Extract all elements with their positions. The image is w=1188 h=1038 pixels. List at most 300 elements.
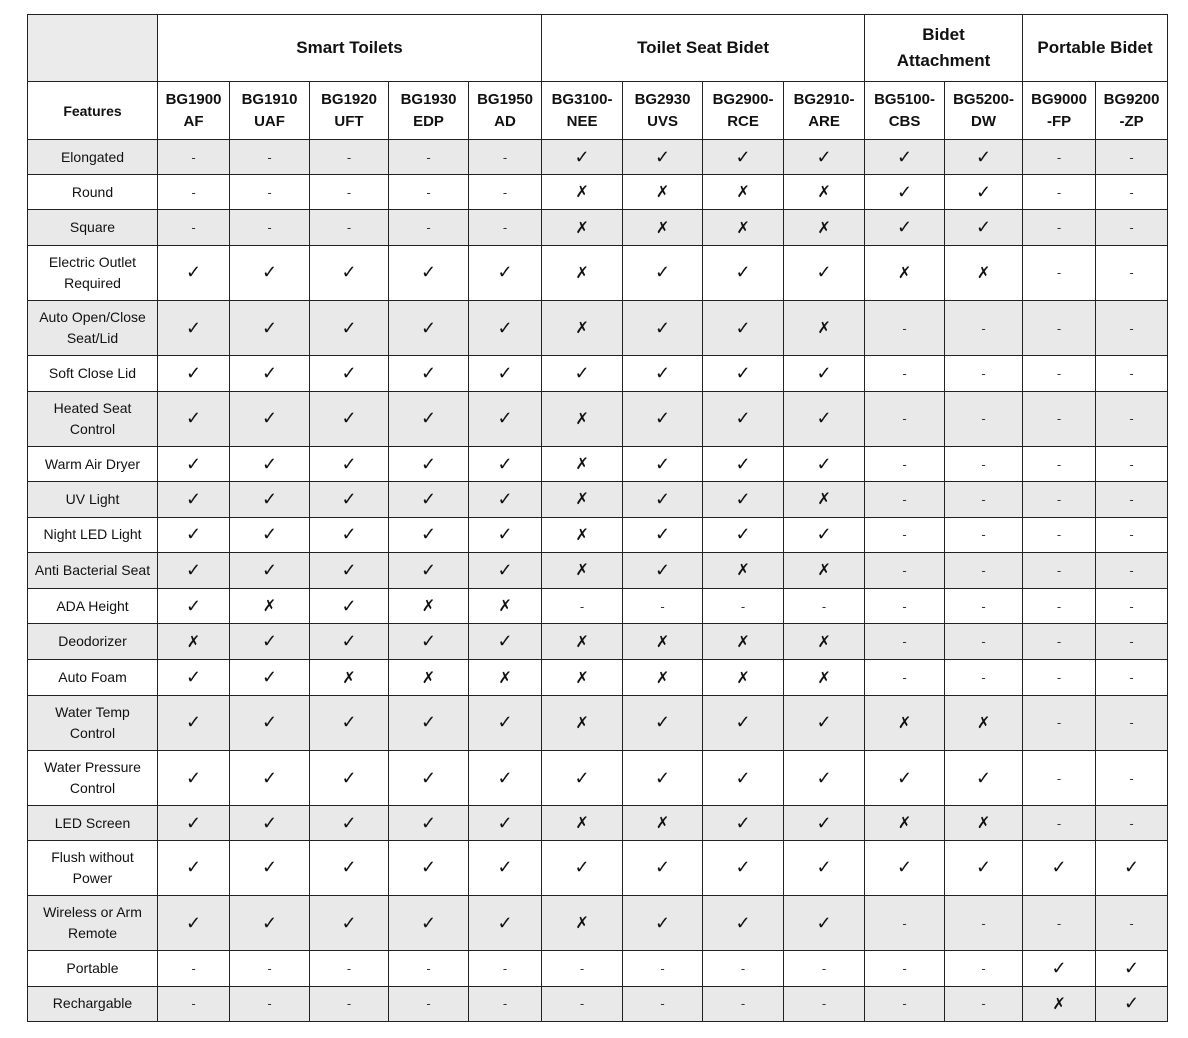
feature-label [28,175,158,210]
check-icon: ✓ [1096,986,1168,1021]
check-icon: ✓ [230,552,310,588]
check-icon: ✓ [1096,840,1168,895]
table-row [28,695,1168,750]
cross-icon: ✗ [945,806,1023,840]
feature-label-line: Seat/Lid [66,330,119,347]
check-icon: ✓ [703,301,784,356]
cross-icon: ✗ [158,624,230,660]
model-header [158,82,230,140]
model-name-line: BG1900 [165,90,222,108]
model-header [703,82,784,140]
dash-icon: - [1096,751,1168,806]
dash-icon: - [1023,482,1096,517]
check-icon: ✓ [310,806,389,840]
cross-icon: ✗ [542,660,623,695]
cross-icon: ✗ [389,660,469,695]
dash-icon: - [1023,140,1096,175]
dash-icon: - [230,175,310,210]
dash-icon: - [1096,624,1168,660]
cross-icon: ✗ [230,589,310,624]
feature-label-line: Anti Bacterial Seat [34,561,151,578]
check-icon: ✓ [389,840,469,895]
dash-icon: - [865,391,945,446]
dash-icon: - [230,986,310,1021]
dash-icon: - [1096,301,1168,356]
dash-icon: - [623,951,703,986]
table-row [28,896,1168,951]
check-icon: ✓ [469,840,542,895]
table-row [28,624,1168,660]
check-icon: ✓ [623,301,703,356]
feature-label [28,482,158,517]
dash-icon: - [389,951,469,986]
table-row [28,986,1168,1021]
dash-icon: - [1096,482,1168,517]
feature-label [28,660,158,695]
dash-icon: - [389,986,469,1021]
model-name-line: DW [971,112,997,130]
dash-icon: - [865,589,945,624]
feature-rows [28,140,1168,1022]
feature-label-line: Wireless or Arm [43,904,142,921]
dash-icon: - [542,986,623,1021]
check-icon: ✓ [158,517,230,552]
check-icon: ✓ [310,391,389,446]
dash-icon: - [1023,589,1096,624]
dash-icon: - [865,660,945,695]
cross-icon: ✗ [865,806,945,840]
feature-label-line: Control [69,420,116,437]
check-icon: ✓ [542,356,623,391]
check-icon: ✓ [542,751,623,806]
dash-icon: - [1023,806,1096,840]
cross-icon: ✗ [542,245,623,300]
cross-icon: ✗ [469,660,542,695]
model-header [1096,82,1168,140]
check-icon: ✓ [389,245,469,300]
check-icon: ✓ [469,356,542,391]
dash-icon: - [158,140,230,175]
check-icon: ✓ [158,552,230,588]
cross-icon: ✗ [703,552,784,588]
cross-icon: ✗ [703,210,784,245]
check-icon: ✓ [703,245,784,300]
feature-label-line: Elongated [60,148,125,165]
check-icon: ✓ [623,391,703,446]
table-row [28,951,1168,986]
check-icon: ✓ [230,517,310,552]
feature-label-line: Auto Open/Close [39,309,146,326]
check-icon: ✓ [389,447,469,482]
dash-icon: - [1096,589,1168,624]
dash-icon: - [865,517,945,552]
check-icon: ✓ [542,840,623,895]
check-icon: ✓ [158,806,230,840]
cross-icon: ✗ [1023,986,1096,1021]
dash-icon: - [1023,391,1096,446]
check-icon: ✓ [310,751,389,806]
check-icon: ✓ [784,896,865,951]
dash-icon: - [542,951,623,986]
dash-icon: - [1096,175,1168,210]
check-icon: ✓ [784,517,865,552]
dash-icon: - [865,301,945,356]
check-icon: ✓ [1023,840,1096,895]
check-icon: ✓ [703,695,784,750]
check-icon: ✓ [469,447,542,482]
model-name-line: NEE [566,112,598,130]
cross-icon: ✗ [623,806,703,840]
check-icon: ✓ [865,175,945,210]
check-icon: ✓ [469,482,542,517]
check-icon: ✓ [865,840,945,895]
dash-icon: - [945,447,1023,482]
check-icon: ✓ [469,245,542,300]
table-row [28,806,1168,840]
table-row [28,140,1168,175]
model-name-line: BG1910 [241,90,298,108]
feature-label-line: Portable [66,960,119,977]
feature-label-line: Night LED Light [43,526,142,543]
check-icon: ✓ [310,896,389,951]
table-row [28,589,1168,624]
dash-icon: - [469,210,542,245]
cross-icon: ✗ [542,391,623,446]
dash-icon: - [1096,391,1168,446]
dash-icon: - [865,896,945,951]
cross-icon: ✗ [865,245,945,300]
cross-icon: ✗ [310,660,389,695]
check-icon: ✓ [310,589,389,624]
check-icon: ✓ [158,751,230,806]
group-header: Smart Toilets [158,15,542,82]
model-name-line: UAF [254,112,285,130]
feature-label [28,589,158,624]
feature-label-line: Square [69,219,116,236]
check-icon: ✓ [310,447,389,482]
table-row [28,356,1168,391]
feature-label-line: Water Temp [55,703,130,720]
check-icon: ✓ [389,482,469,517]
check-icon: ✓ [784,806,865,840]
check-icon: ✓ [158,482,230,517]
check-icon: ✓ [623,552,703,588]
check-icon: ✓ [469,896,542,951]
feature-label [28,301,158,356]
model-name-line: AF [183,112,204,130]
check-icon: ✓ [310,356,389,391]
model-name-line: BG2900- [712,90,774,108]
check-icon: ✓ [310,840,389,895]
check-icon: ✓ [623,517,703,552]
dash-icon: - [469,951,542,986]
check-icon: ✓ [230,245,310,300]
feature-label-line: Control [69,780,116,797]
group-header: Toilet Seat Bidet [542,15,865,82]
feature-label-line: ADA Height [56,597,129,614]
table-row [28,245,1168,300]
check-icon: ✓ [158,356,230,391]
cross-icon: ✗ [542,896,623,951]
check-icon: ✓ [469,624,542,660]
feature-label [28,751,158,806]
check-icon: ✓ [623,245,703,300]
check-icon: ✓ [703,447,784,482]
comparison-table [27,14,1168,1022]
cross-icon: ✗ [469,589,542,624]
feature-label [28,517,158,552]
check-icon: ✓ [310,301,389,356]
feature-label-line: Power [72,869,113,886]
dash-icon: - [230,210,310,245]
feature-label [28,245,158,300]
feature-label [28,695,158,750]
dash-icon: - [784,589,865,624]
table-row [28,482,1168,517]
check-icon: ✓ [542,140,623,175]
dash-icon: - [1096,695,1168,750]
model-name-line: -ZP [1119,112,1144,130]
dash-icon: - [1096,356,1168,391]
dash-icon: - [1023,552,1096,588]
model-header [310,82,389,140]
dash-icon: - [310,175,389,210]
cross-icon: ✗ [703,660,784,695]
table-row [28,840,1168,895]
dash-icon: - [865,356,945,391]
check-icon: ✓ [865,751,945,806]
check-icon: ✓ [469,806,542,840]
table-row [28,552,1168,588]
cross-icon: ✗ [542,806,623,840]
check-icon: ✓ [389,517,469,552]
cross-icon: ✗ [389,589,469,624]
dash-icon: - [945,951,1023,986]
dash-icon: - [623,589,703,624]
model-header [230,82,310,140]
check-icon: ✓ [469,517,542,552]
cross-icon: ✗ [623,175,703,210]
dash-icon: - [230,951,310,986]
model-name-line: BG2930 [634,90,691,108]
model-name-line: RCE [727,112,759,130]
feature-label-line: Auto Foam [58,669,127,686]
dash-icon: - [945,624,1023,660]
feature-label [28,840,158,895]
check-icon: ✓ [310,482,389,517]
model-header [469,82,542,140]
dash-icon: - [389,140,469,175]
feature-label-line: Deodorizer [58,633,127,650]
check-icon: ✓ [945,140,1023,175]
check-icon: ✓ [1096,951,1168,986]
dash-icon: - [945,589,1023,624]
model-header [1023,82,1096,140]
check-icon: ✓ [703,840,784,895]
model-name-line: BG3100- [551,90,613,108]
dash-icon: - [1096,552,1168,588]
check-icon: ✓ [310,552,389,588]
table-row [28,751,1168,806]
cross-icon: ✗ [865,695,945,750]
check-icon: ✓ [703,482,784,517]
group-header: Portable Bidet [1023,15,1168,82]
model-name-line: -FP [1046,112,1072,130]
dash-icon: - [1023,447,1096,482]
dash-icon: - [945,517,1023,552]
check-icon: ✓ [230,660,310,695]
check-icon: ✓ [469,695,542,750]
dash-icon: - [158,210,230,245]
cross-icon: ✗ [623,624,703,660]
dash-icon: - [1096,896,1168,951]
check-icon: ✓ [703,896,784,951]
cross-icon: ✗ [542,695,623,750]
dash-icon: - [310,140,389,175]
check-icon: ✓ [389,806,469,840]
table-row [28,660,1168,695]
check-icon: ✓ [623,356,703,391]
model-name-line: EDP [413,112,444,130]
dash-icon: - [1023,751,1096,806]
dash-icon: - [945,896,1023,951]
check-icon: ✓ [310,245,389,300]
check-icon: ✓ [703,751,784,806]
check-icon: ✓ [230,896,310,951]
check-icon: ✓ [703,356,784,391]
cross-icon: ✗ [623,210,703,245]
corner-cell [28,15,158,82]
dash-icon: - [865,447,945,482]
feature-label-line: Water Pressure [44,759,141,776]
check-icon: ✓ [784,751,865,806]
dash-icon: - [389,210,469,245]
feature-label-line: Rechargable [52,995,133,1012]
dash-icon: - [469,986,542,1021]
check-icon: ✓ [703,517,784,552]
feature-label-line: LED Screen [54,814,131,831]
cross-icon: ✗ [542,517,623,552]
check-icon: ✓ [784,840,865,895]
check-icon: ✓ [389,695,469,750]
feature-label-line: UV Light [65,490,120,507]
check-icon: ✓ [230,391,310,446]
check-icon: ✓ [230,751,310,806]
table-row [28,175,1168,210]
dash-icon: - [1023,517,1096,552]
feature-label [28,391,158,446]
check-icon: ✓ [469,301,542,356]
feature-label [28,210,158,245]
feature-label-line: Soft Close Lid [48,365,137,382]
cross-icon: ✗ [703,175,784,210]
check-icon: ✓ [784,391,865,446]
model-name-line: UFT [334,112,364,130]
cross-icon: ✗ [542,210,623,245]
check-icon: ✓ [784,447,865,482]
model-header [542,82,623,140]
check-icon: ✓ [623,840,703,895]
table-row [28,210,1168,245]
check-icon: ✓ [945,840,1023,895]
cross-icon: ✗ [784,552,865,588]
feature-label [28,552,158,588]
check-icon: ✓ [230,695,310,750]
check-icon: ✓ [158,840,230,895]
dash-icon: - [1096,210,1168,245]
model-name-line: BG1920 [321,90,377,108]
check-icon: ✓ [784,356,865,391]
model-name-line: BG1930 [400,90,457,108]
check-icon: ✓ [158,301,230,356]
cross-icon: ✗ [784,482,865,517]
check-icon: ✓ [945,751,1023,806]
check-icon: ✓ [469,552,542,588]
feature-label [28,356,158,391]
dash-icon: - [945,356,1023,391]
dash-icon: - [945,482,1023,517]
check-icon: ✓ [310,624,389,660]
check-icon: ✓ [389,751,469,806]
check-icon: ✓ [623,447,703,482]
dash-icon: - [1096,517,1168,552]
dash-icon: - [389,175,469,210]
cross-icon: ✗ [703,624,784,660]
dash-icon: - [469,175,542,210]
dash-icon: - [1023,301,1096,356]
model-header-row [28,82,1168,140]
dash-icon: - [469,140,542,175]
dash-icon: - [1023,660,1096,695]
model-name-line: UVS [647,112,678,130]
cross-icon: ✗ [542,552,623,588]
check-icon: ✓ [623,896,703,951]
check-icon: ✓ [945,210,1023,245]
cross-icon: ✗ [542,301,623,356]
dash-icon: - [945,301,1023,356]
model-header [945,82,1023,140]
check-icon: ✓ [945,175,1023,210]
dash-icon: - [310,210,389,245]
feature-label [28,140,158,175]
check-icon: ✓ [784,695,865,750]
dash-icon: - [865,482,945,517]
model-header [623,82,703,140]
check-icon: ✓ [389,552,469,588]
check-icon: ✓ [703,806,784,840]
feature-label-line: Round [71,183,114,200]
dash-icon: - [703,951,784,986]
model-name-line: CBS [888,112,921,130]
table-row [28,391,1168,446]
dash-icon: - [865,552,945,588]
dash-icon: - [865,624,945,660]
check-icon: ✓ [158,660,230,695]
check-icon: ✓ [158,447,230,482]
dash-icon: - [945,660,1023,695]
dash-icon: - [158,986,230,1021]
model-header [865,82,945,140]
dash-icon: - [310,986,389,1021]
dash-icon: - [1096,806,1168,840]
check-icon: ✓ [703,140,784,175]
feature-label-line: Remote [67,925,118,942]
dash-icon: - [1023,175,1096,210]
model-name-line: BG5100- [874,90,935,108]
model-name-line: BG9200 [1103,90,1160,108]
check-icon: ✓ [310,517,389,552]
check-icon: ✓ [703,391,784,446]
